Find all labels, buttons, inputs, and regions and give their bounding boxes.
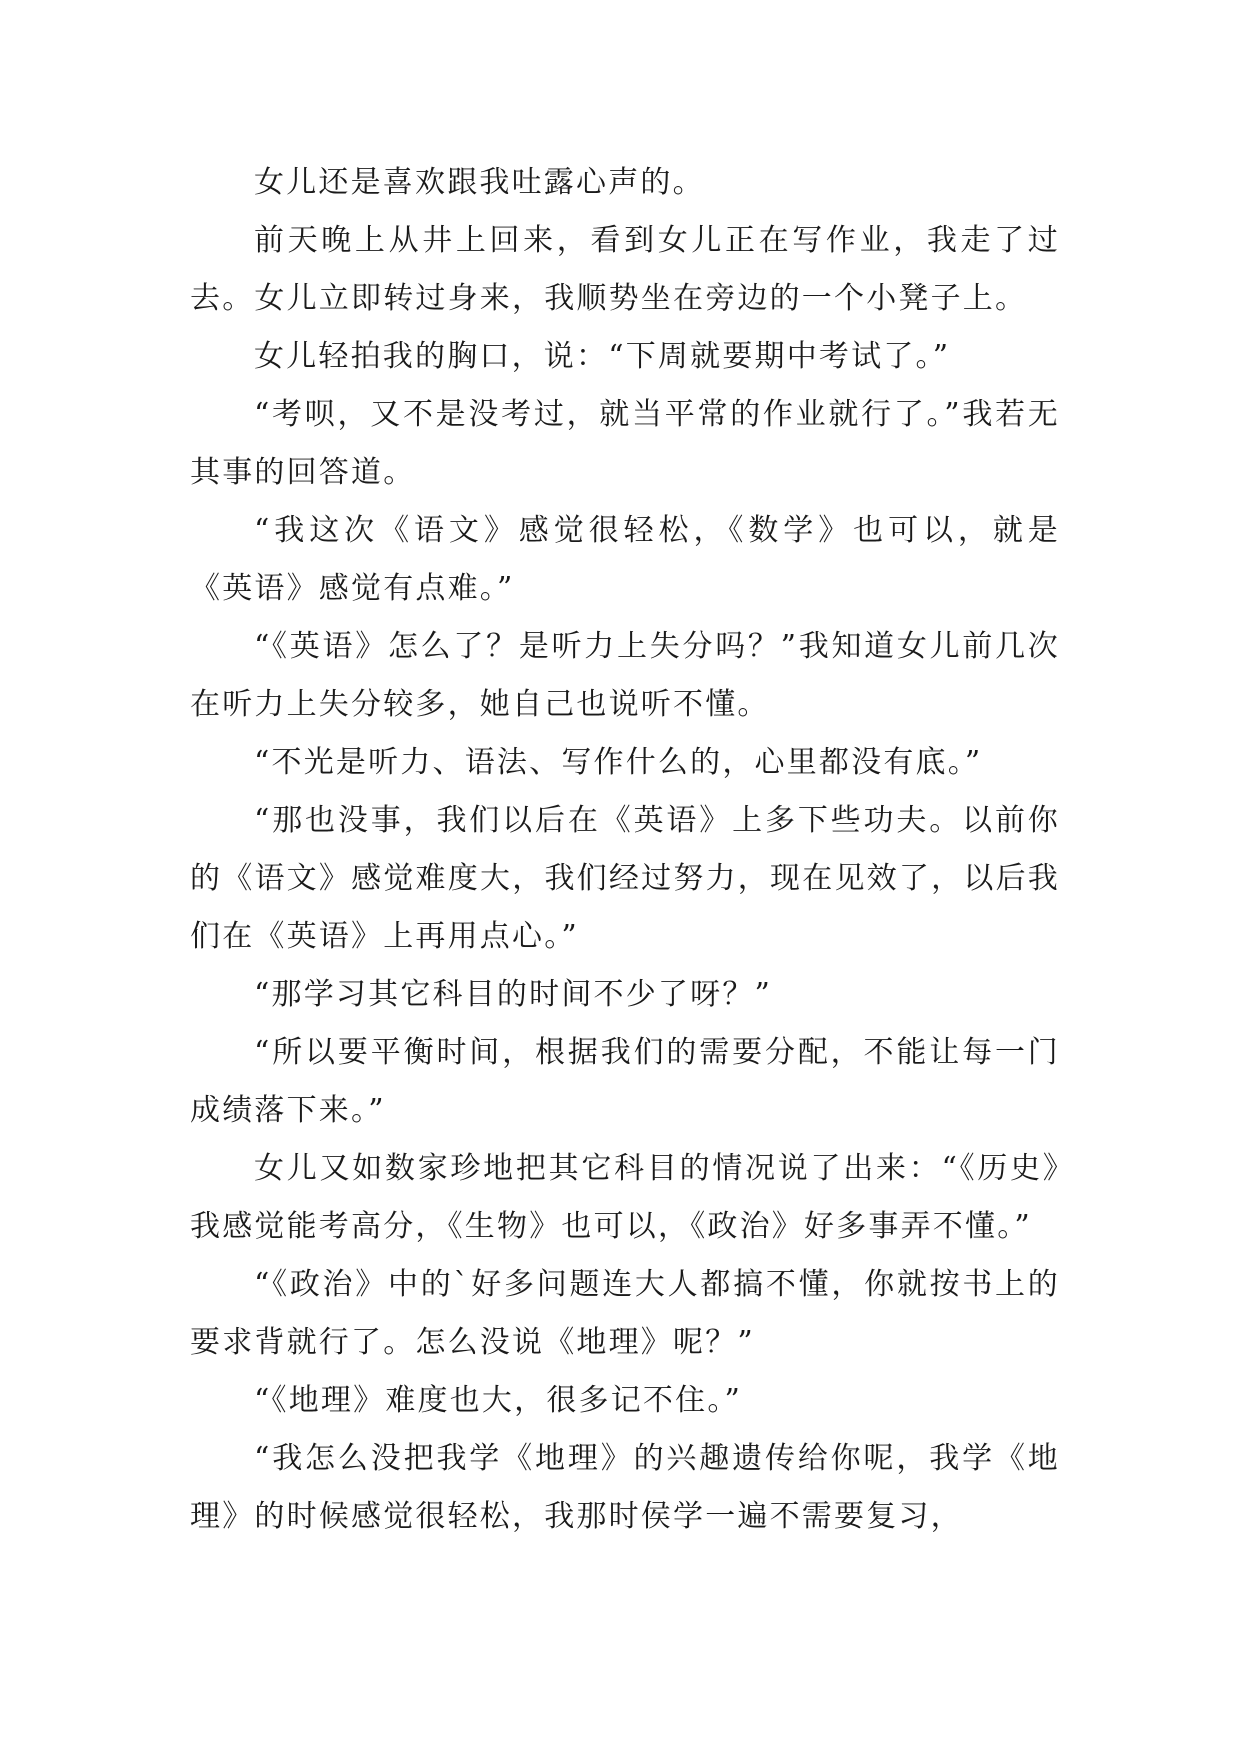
paragraph: “我这次《语文》感觉很轻松，《数学》也可以，就是《英语》感觉有点难。” — [190, 513, 1060, 606]
paragraph: “《英语》怎么了？是听力上失分吗？”我知道女儿前几次在听力上失分较多，她自己也说听不懂。 — [190, 629, 1060, 722]
paragraph: “那学习其它科目的时间不少了呀？” — [254, 977, 773, 1012]
paragraph: “不光是听力、语法、写作什么的，心里都没有底。” — [254, 745, 983, 780]
paragraph: “《地理》难度也大，很多记不住。” — [254, 1383, 743, 1418]
paragraph: 女儿又如数家珍地把其它科目的情况说了出来：“《历史》我感觉能考高分，《生物》也可以，《政治》好多事弄不懂。” — [190, 1151, 1060, 1244]
paragraph: “所以要平衡时间，根据我们的需要分配，不能让每一门成绩落下来。” — [190, 1035, 1060, 1128]
paragraph: 女儿还是喜欢跟我吐露心声的。 — [254, 165, 705, 200]
paragraph: “考呗，又不是没考过，就当平常的作业就行了。”我若无其事的回答道。 — [190, 397, 1060, 490]
paragraph: “那也没事，我们以后在《英语》上多下些功夫。以前你的《语文》感觉难度大，我们经过努力，现在见效了，以后我们在《英语》上再用点心。” — [190, 803, 1060, 954]
paragraph: “我怎么没把我学《地理》的兴趣遗传给你呢，我学《地理》的时候感觉很轻松，我那时侯学一遍不需要复习， — [190, 1441, 1060, 1534]
paragraph: 女儿轻拍我的胸口，说：“下周就要期中考试了。” — [254, 339, 951, 374]
paragraph: “《政治》中的`好多问题连大人都搞不懂，你就按书上的要求背就行了。怎么没说《地理》呢？” — [190, 1267, 1060, 1360]
document-body — [190, 154, 1060, 1546]
paragraph: 前天晚上从井上回来，看到女儿正在写作业，我走了过去。女儿立即转过身来，我顺势坐在旁边的一个小凳子上。 — [190, 223, 1060, 316]
